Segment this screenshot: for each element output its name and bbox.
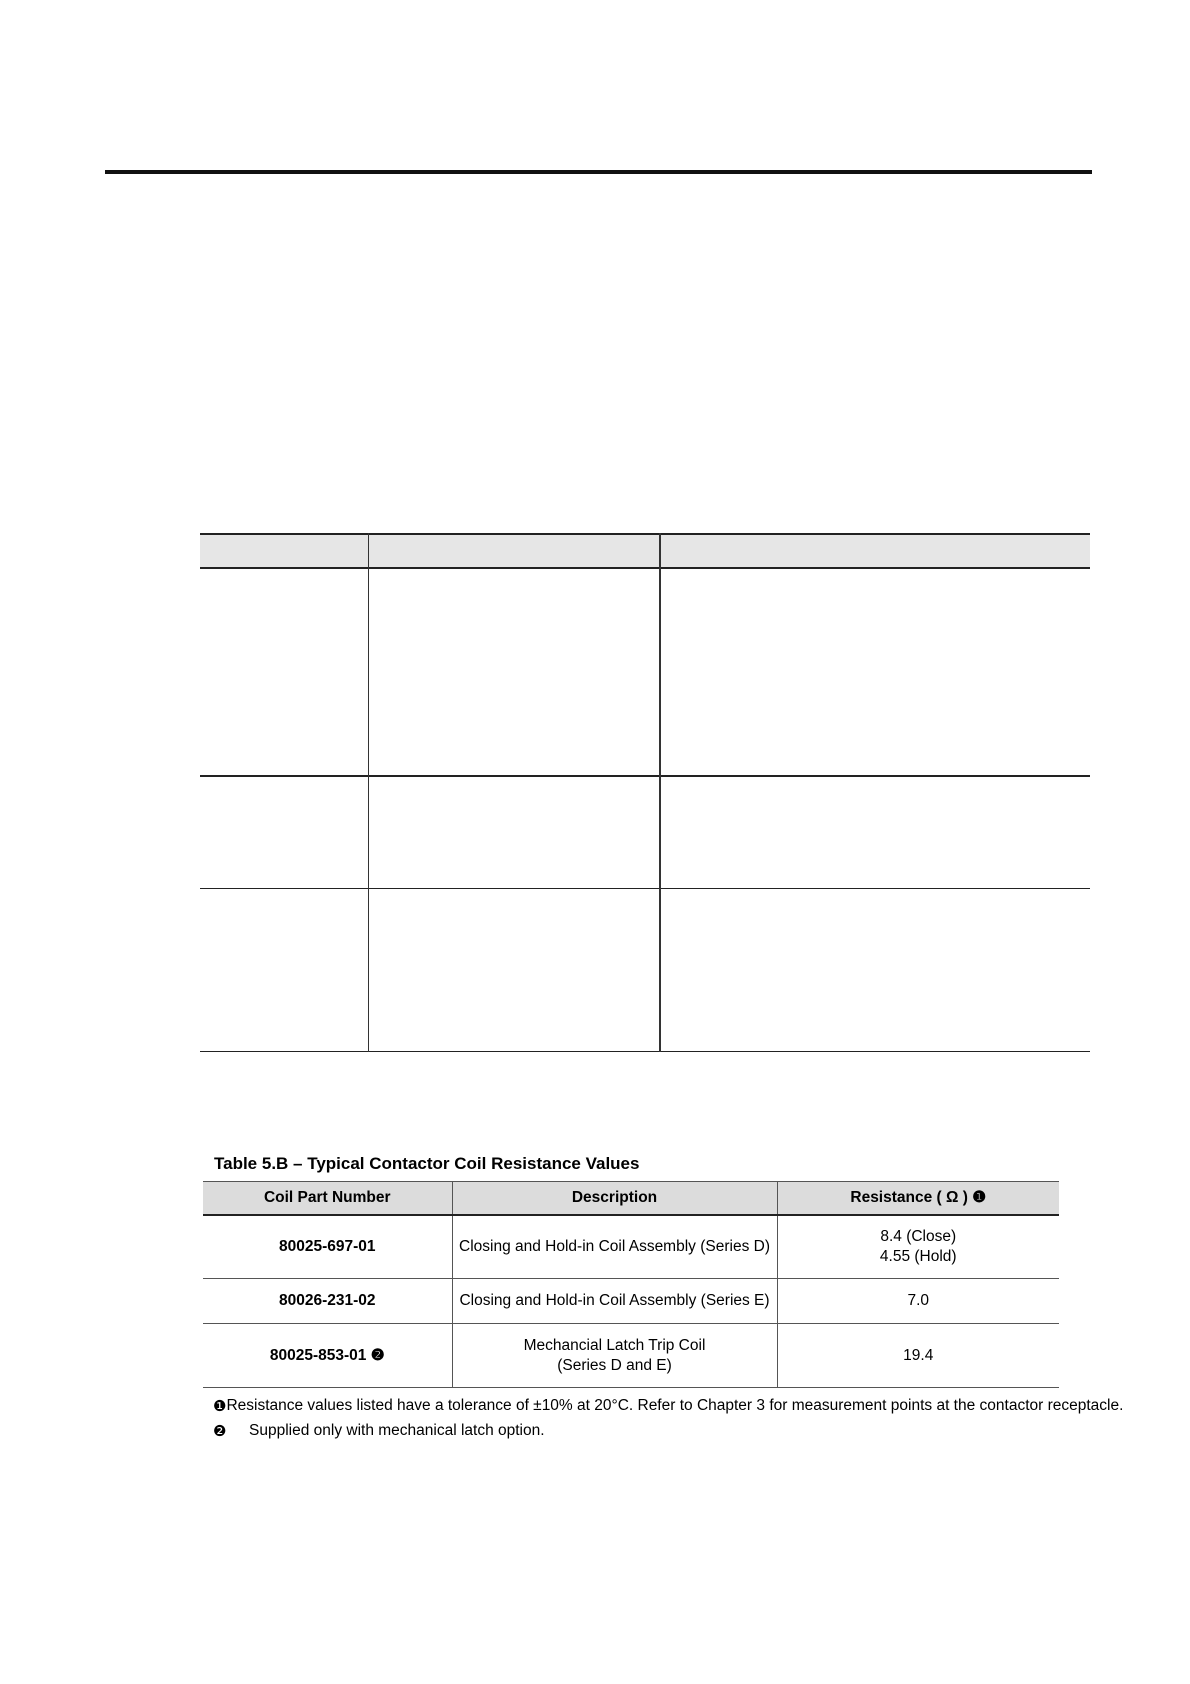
table-5a-grid xyxy=(200,533,1090,1053)
top-rule xyxy=(105,170,1092,174)
footnote xyxy=(213,1422,1083,1447)
table-5b-title: Table 5.B – Typical Contactor Coil Resistance Values xyxy=(214,1154,640,1173)
description-cell: Closing and Hold-in Coil Assembly (Series D) xyxy=(452,1215,777,1279)
description-cell: Closing and Hold-in Coil Assembly (Series E) xyxy=(452,1279,777,1324)
table-5a-col-divider xyxy=(368,533,369,1052)
footnote-marker: ❶ xyxy=(213,1398,227,1415)
table-5a-top-border xyxy=(200,533,1090,535)
resistance-close-value: 8.4 (Close) xyxy=(880,1227,957,1245)
table-row xyxy=(203,1279,1059,1324)
table-5a-header-row xyxy=(200,535,1090,567)
description-line: Mechancial Latch Trip Coil xyxy=(523,1336,706,1354)
resistance-cell: 7.0 xyxy=(777,1279,1059,1324)
resistance-hold-value: 4.55 (Hold) xyxy=(879,1247,957,1265)
footnote-marker: ❷ xyxy=(213,1423,227,1440)
table-5a-bottom-border xyxy=(200,1051,1090,1052)
part-number-cell: 80025-697-01 xyxy=(203,1215,452,1279)
table-5a-header-border xyxy=(200,567,1090,569)
description-cell xyxy=(452,1324,777,1388)
column-header-description: Description xyxy=(452,1182,777,1215)
column-header-part-number: Coil Part Number xyxy=(203,1182,452,1215)
table-5b-notes xyxy=(213,1397,1124,1447)
part-number-cell: 80026-231-02 xyxy=(203,1279,452,1324)
table-header-row xyxy=(203,1182,1059,1215)
table-5b xyxy=(203,1181,1059,1388)
resistance-cell xyxy=(777,1215,1059,1279)
table-row xyxy=(203,1215,1059,1279)
footnote-text: Supplied only with mechanical latch option. xyxy=(249,1422,545,1439)
part-number-cell: 80025-853-01 ❷ xyxy=(203,1324,452,1388)
column-header-resistance: Resistance ( Ω ) ❶ xyxy=(777,1182,1059,1215)
table-5a-col-divider xyxy=(659,533,661,1052)
table-row xyxy=(203,1324,1059,1388)
table-5a-row-divider xyxy=(200,775,1090,777)
footnote-text: Resistance values listed have a tolerance of ±10% at 20°C. Refer to Chapter 3 for measurement points at the contactor receptacle. xyxy=(226,1397,1124,1414)
description-line: (Series D and E) xyxy=(557,1356,672,1374)
resistance-cell: 19.4 xyxy=(777,1324,1059,1388)
footnote xyxy=(213,1397,1124,1422)
table-5a-row-divider xyxy=(200,888,1090,889)
